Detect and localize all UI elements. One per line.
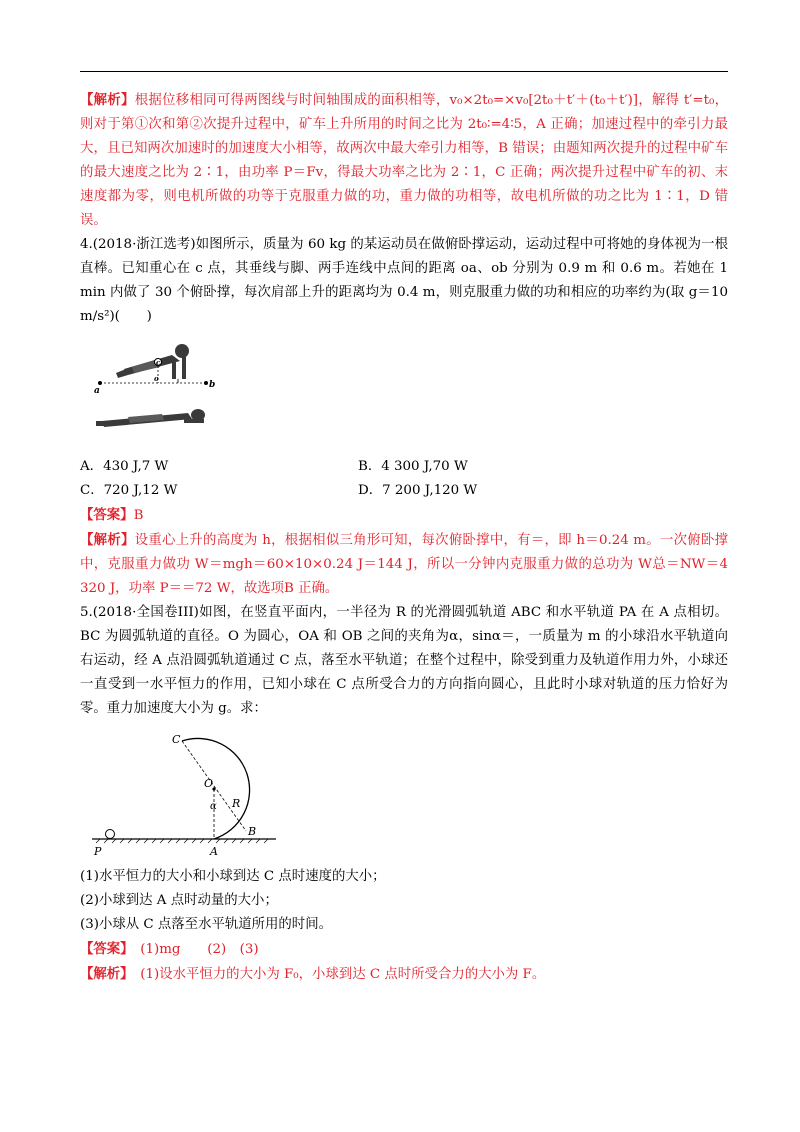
label-B: B (248, 825, 257, 838)
option-b: B．4 300 J,70 W (358, 459, 468, 474)
pushup-figure (80, 329, 728, 449)
analysis-text: 根据位移相同可得两图线与时间轴围成的面积相等，v₀×2t₀=×v₀[2t₀＋t′＋(t₀＋t′)]，解得 t′=t₀，则对于第①次和第②次提升过程中，矿车上升所用的时间之比为 2t₀∶=4∶5，A 正确；加速过程中的牵引力最大，且已知两次加速时的加速度大小相等，故两次中最大牵引力相等，B 错误；由题知两次提升的过程中矿车的最大速度之比为 2∶1，由功率 P＝Fv，得最大功率之比为 2∶1，C 正确；两次提升过程中矿车的初、末速度都为零，则电机所做的功等于克服重力做的功，重力做的功相等，故电机所做的功之比为 1∶1，D 错误。 (80, 93, 728, 228)
label-alpha: α (210, 801, 217, 812)
q4-answer: 【答案】B (80, 507, 144, 523)
label-a: a (94, 386, 100, 396)
option-c: C．720 J,12 W (80, 483, 178, 498)
q5-answer: 【答案】 (1)mg (2) (3) (80, 941, 259, 957)
label-O: O (204, 777, 214, 790)
label-A: A (210, 845, 218, 858)
pushup-illustration (88, 341, 228, 441)
circular-track-figure (80, 723, 728, 865)
q5-analysis: 【解析】 (1)设水平恒力的大小为 F₀，小球到达 C 点时所受合力的大小为 F。 (80, 966, 546, 982)
label-b: b (209, 380, 216, 390)
label-R: R (232, 797, 241, 810)
label-o: o (154, 374, 159, 383)
q3-analysis (80, 88, 728, 233)
label-c: c (156, 358, 161, 367)
q5-question-1: (1)水平恒力的大小和小球到达 C 点时速度的大小； (80, 869, 386, 884)
label-P: P (94, 845, 102, 858)
q4-analysis: 【解析】设重心上升的高度为 h，根据相似三角形可知，每次俯卧撑中，有＝，即 h＝0.24 m。一次俯卧撑中，克服重力做功 W＝mgh＝60×10×0.24 J＝144 J，所以一分钟内克服重力做的总功为 W总＝NW＝4 320 J，功率 P＝＝72 W，故选项B 正确。 (80, 532, 729, 596)
q4-stem: 4.(2018·浙江选考)如图所示，质量为 60 kg 的某运动员在做俯卧撑运动，运动过程中可将她的身体视为一根直棒。已知重心在 c 点，其垂线与脚、两手连线中点间的距离 oa、ob 分别为 0.9 m 和 0.6 m。若她在 1 min 内做了 30 个俯卧撑，每次肩部上升的距离均为 0.4 m，则克服重力做的功和相应的功率约为(取 g＝10 m/s²)( ) (80, 237, 728, 324)
athlete-up-figure (116, 344, 189, 379)
header-rule (80, 71, 728, 72)
athlete-down-figure (96, 409, 205, 427)
circular-track-diagram (86, 723, 286, 863)
q5-stem: 5.(2018·全国卷III)如图，在竖直平面内，一半径为 R 的光滑圆弧轨道 ABC 和水平轨道 PA 在 A 点相切。BC 为圆弧轨道的直径。O 为圆心，OA 和 OB 之间的夹角为α，sinα＝，一质量为 m 的小球沿水平轨道向右运动，经 A 点沿圆弧轨道通过 C 点，落至水平轨道；在整个过程中，除受到重力及轨道作用力外，小球还一直受到一水平恒力的作用，已知小球在 C 点所受合力的方向指向圆心，且此时小球对轨道的压力恰好为零。重力加速度大小为 g。求： (80, 605, 728, 716)
q5-question-3: (3)小球从 C 点落至水平轨道所用的时间。 (80, 917, 332, 932)
q4-options (80, 455, 728, 503)
label-C: C (172, 733, 181, 746)
option-a: A．430 J,7 W (80, 459, 169, 474)
ball (106, 830, 115, 839)
analysis-tag: 【解析】 (80, 92, 135, 108)
arc-track (182, 738, 250, 839)
q5-question-2: (2)小球到达 A 点时动量的大小； (80, 893, 278, 908)
page-content (80, 88, 728, 987)
option-d: D．7 200 J,120 W (358, 483, 478, 498)
